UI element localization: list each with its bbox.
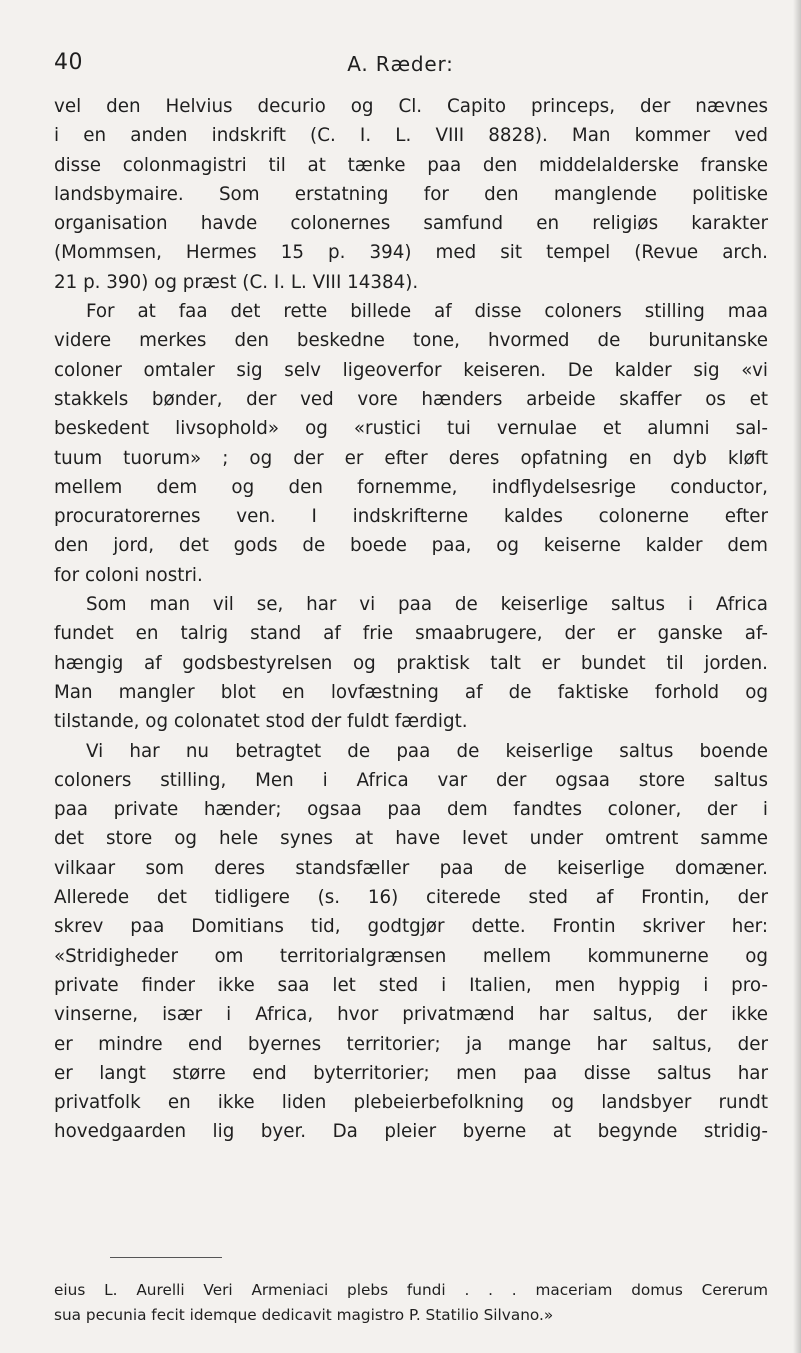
text-line: privatfolk en ikke liden plebeierbefolkning og landsbyer rundt (54, 1092, 768, 1114)
text-line: tilstande, og colonatet stod der fuldt færdigt. (54, 711, 468, 733)
text-line: Som man vil se, har vi paa de keiserlige saltus i Africa (86, 594, 768, 616)
text-line: organisation havde colonernes samfund en religiøs karakter (54, 213, 768, 235)
text-line: (Mommsen, Hermes 15 p. 394) med sit tempel (Revue arch. (54, 242, 768, 264)
text-line: procuratorernes ven. I indskrifterne kaldes colonerne efter (54, 506, 768, 528)
text-line: For at faa det rette billede af disse coloners stilling maa (86, 301, 768, 323)
text-line: private finder ikke saa let sted i Italien, men hyppig i pro- (54, 974, 768, 996)
footnote-line: sua pecunia fecit idemque dedicavit magistro P. Statilio Silvano.» (54, 1306, 554, 1324)
text-line: for coloni nostri. (54, 564, 203, 586)
text-line: vinserne, især i Africa, hvor privatmænd har saltus, der ikke (54, 1004, 768, 1026)
page-number: 40 (54, 50, 83, 75)
text-line: fundet en talrig stand af frie smaabrugere, der er ganske af- (54, 623, 768, 645)
text-line: 21 p. 390) og præst (C. I. L. VIII 14384). (54, 271, 419, 293)
text-line: skrev paa Domitians tid, godtgjør dette. Frontin skriver her: (54, 916, 768, 938)
text-line: coloners stilling, Men i Africa var der ogsaa store saltus (54, 769, 768, 791)
text-line: videre merkes den beskedne tone, hvormed de burunitanske (54, 330, 768, 352)
text-line: mellem dem og den fornemme, indflydelsesrige conductor, (54, 476, 768, 498)
footnote-line: eius L. Aurelli Veri Armeniaci plebs fundi . . . maceriam domus Cererum (54, 1281, 768, 1299)
text-line: vel den Helvius decurio og Cl. Capito princeps, der nævnes (54, 96, 768, 117)
text-line: disse colonmagistri til at tænke paa den middelalderske franske (54, 154, 768, 176)
text-line: det store og hele synes at have levet under omtrent samme (54, 828, 768, 850)
text-line: hængig af godsbestyrelsen og praktisk talt er bundet til jorden. (54, 652, 768, 674)
running-title: A. Ræder: (347, 52, 454, 76)
text-line: stakkels bønder, der ved vore hænders arbeide skaffer os et (54, 388, 768, 410)
text-line: beskedent livsophold» og «rustici tui vernulae et alumni sal- (54, 418, 768, 440)
text-line: Allerede det tidligere (s. 16) citerede sted af Frontin, der (54, 887, 768, 909)
text-line: hovedgaarden lig byer. Da pleier byerne at begynde stridig- (54, 1121, 768, 1143)
text-line: coloner omtaler sig selv ligeoverfor keiseren. De kalder sig «vi (54, 359, 768, 381)
text-line: Man mangler blot en lovfæstning af de faktiske forhold og (54, 681, 768, 703)
page-edge-shadow (793, 0, 801, 1353)
text-line: paa private hænder; ogsaa paa dem fandtes coloner, der i (54, 799, 768, 821)
footnote-divider (110, 1257, 222, 1258)
footnote (54, 1278, 768, 1328)
text-line: tuum tuorum» ; og der er efter deres opfatning en dyb kløft (54, 447, 768, 469)
text-line: «Stridigheder om territorialgrænsen mellem kommunerne og (54, 945, 768, 967)
text-line: Vi har nu betragtet de paa de keiserlige saltus boende (86, 740, 768, 762)
text-line: landsbymaire. Som erstatning for den manglende politiske (54, 183, 768, 205)
text-line: vilkaar som deres standsfæller paa de keiserlige domæner. (54, 857, 768, 879)
text-line: den jord, det gods de boede paa, og keiserne kalder dem (54, 535, 768, 557)
text-line: er langt større end byterritorier; men paa disse saltus har (54, 1062, 768, 1084)
text-line: er mindre end byernes territorier; ja mange har saltus, der (54, 1033, 768, 1055)
body-text (54, 92, 768, 1147)
text-line: i en anden indskrift (C. I. L. VIII 8828). Man kommer ved (54, 125, 768, 147)
